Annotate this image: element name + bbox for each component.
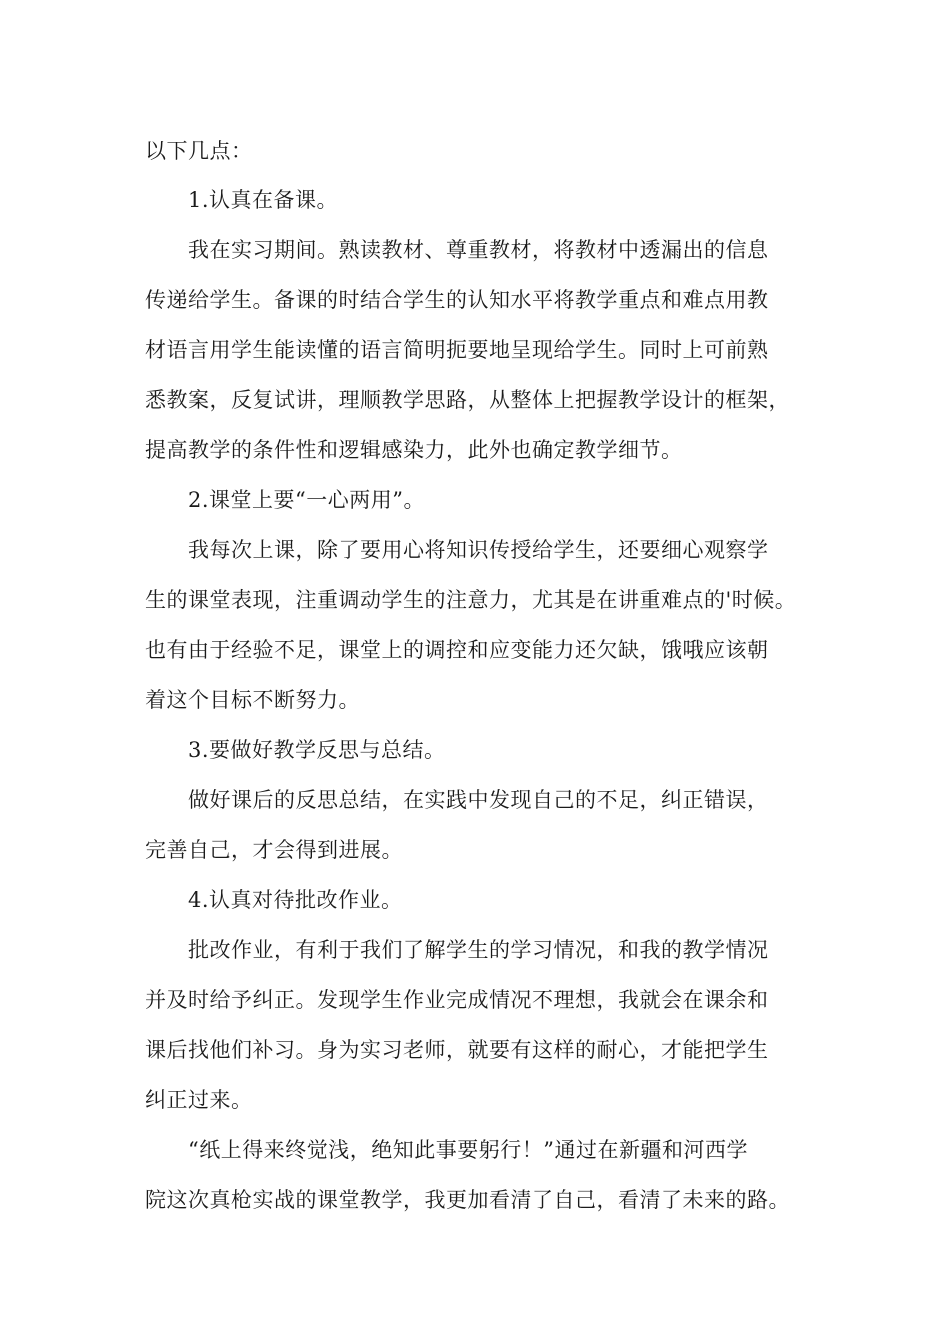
paragraph-line: 并及时给予纠正。发现学生作业完成情况不理想，我就会在课余和: [145, 988, 769, 1012]
section-heading: 1.认真在备课。: [188, 188, 339, 212]
section-heading: 3.要做好教学反思与总结。: [188, 738, 446, 762]
paragraph-line: 提高教学的条件性和逻辑感染力，此外也确定教学细节。: [145, 438, 683, 462]
paragraph-line: 院这次真枪实战的课堂教学，我更加看清了自己，看清了未来的路。: [145, 1188, 790, 1212]
paragraph-line: 悉教案，反复试讲，理顺教学思路，从整体上把握教学设计的框架，: [145, 388, 790, 412]
section-heading: 4.认真对待批改作业。: [188, 888, 403, 912]
section-heading: 2.课堂上要“一心两用”。: [188, 488, 426, 512]
paragraph-line: 做好课后的反思总结，在实践中发现自己的不足，纠正错误，: [188, 788, 769, 812]
paragraph-line: 材语言用学生能读懂的语言简明扼要地呈现给学生。同时上可前熟: [145, 338, 769, 362]
paragraph-line: 课后找他们补习。身为实习老师，就要有这样的耐心，才能把学生: [145, 1038, 769, 1062]
paragraph-line: 着这个目标不断努力。: [145, 688, 360, 712]
paragraph-line: 纠正过来。: [145, 1088, 253, 1112]
paragraph-line: “纸上得来终觉浅，绝知此事要躬行！”通过在新疆和河西学: [188, 1138, 748, 1162]
paragraph-line: 生的课堂表现，注重调动学生的注意力，尤其是在讲重难点的'时候。: [145, 588, 797, 612]
paragraph-line: 传递给学生。备课的时结合学生的认知水平将教学重点和难点用教: [145, 288, 769, 312]
paragraph-line: 完善自己，才会得到进展。: [145, 838, 403, 862]
paragraph-line: 我在实习期间。熟读教材、尊重教材，将教材中透漏出的信息: [188, 238, 769, 262]
paragraph-line: 我每次上课，除了要用心将知识传授给学生，还要细心观察学: [188, 538, 769, 562]
paragraph-line: 也有由于经验不足，课堂上的调控和应变能力还欠缺，饿哦应该朝: [145, 638, 769, 662]
paragraph-line: 批改作业，有利于我们了解学生的学习情况，和我的教学情况: [188, 938, 769, 962]
paragraph-line: 以下几点：: [145, 139, 253, 163]
